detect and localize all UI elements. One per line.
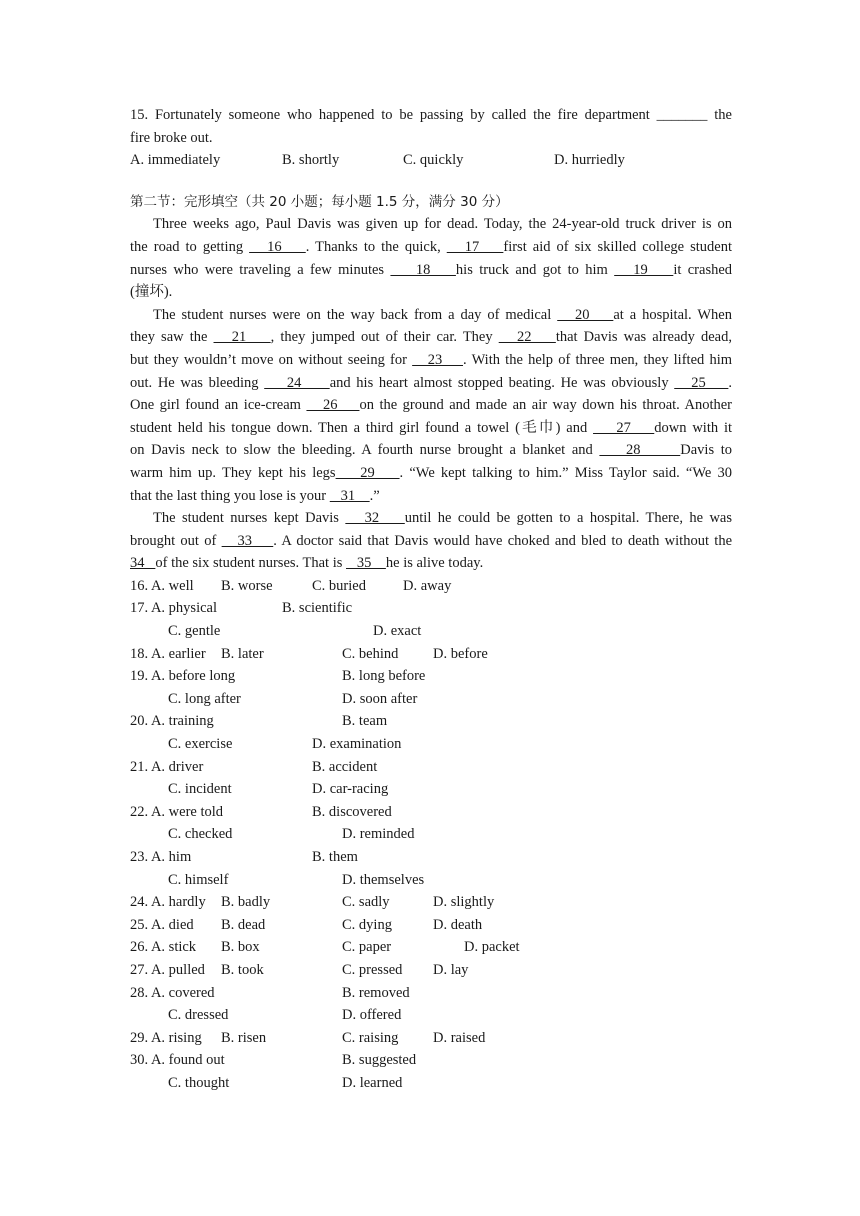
passage-paragraph-3 [130, 507, 732, 575]
blank-22: 22 [498, 329, 556, 346]
blank-28: 28 [599, 442, 681, 459]
blank-33: 33 [221, 532, 274, 549]
passage-paragraph-2 [130, 304, 732, 507]
blank-31: 31 [329, 487, 370, 504]
question-15-stem-line2: fire broke out. [130, 129, 213, 146]
question-16: 16. A. well B. worse C. buried D. away [130, 577, 452, 594]
passage-line: One girl found an ice-cream 26 on the ground and made an air way down his throat. Another [130, 397, 733, 414]
question-29: 29. A. rising B. risen C. raising D. raised [130, 1029, 486, 1046]
blank-34: 34 [130, 555, 156, 572]
passage-line: they saw the 21 , they jumped out of their car. They 22 that Davis was already dead, [130, 329, 732, 346]
question-25: 25. A. died B. dead C. dying D. death [130, 916, 483, 933]
blank-24: 24 [264, 374, 330, 391]
passage-line: student held his tongue down. Then a third girl found a towel (毛巾) and 27 down with it [130, 419, 733, 436]
passage-line: nurses who were traveling a few minutes 18 his truck and got to him 19 it crashed [130, 261, 733, 278]
question-30-cont: C. thought D. learned [168, 1074, 403, 1091]
question-28: 28. A. covered B. removed [130, 984, 410, 1001]
blank-27: 27 [593, 419, 655, 436]
question-17: 17. A. physical B. scientific [130, 600, 353, 617]
passage-line: 34 of the six student nurses. That is 35 he is alive today. [130, 555, 484, 572]
question-23-cont: C. himself D. themselves [168, 871, 425, 888]
question-21: 21. A. driver B. accident [130, 758, 378, 775]
option-a: A. immediately [130, 152, 221, 169]
blank-20: 20 [557, 306, 614, 323]
question-21-cont: C. incident D. car-racing [168, 781, 389, 798]
blank-26: 26 [306, 397, 360, 414]
blank-21: 21 [213, 329, 271, 346]
passage-line: that the last thing you lose is your 31 .” [130, 487, 380, 504]
question-19-cont: C. long after D. soon after [168, 690, 418, 707]
passage-line: The student nurses were on the way back from a day of medical 20 at a hospital. When [153, 306, 732, 323]
option-c: C. quickly [403, 152, 464, 169]
blank-23: 23 [412, 351, 464, 368]
passage-line: The student nurses kept Davis 32 until he could be gotten to a hospital. There, he was [153, 510, 733, 527]
question-26: 26. A. stick B. box C. paper D. packet [130, 939, 520, 956]
question-15 [130, 104, 732, 172]
question-28-cont: C. dressed D. offered [168, 1007, 402, 1024]
blank-32: 32 [345, 510, 405, 527]
blank-25: 25 [674, 374, 729, 391]
option-b: B. shortly [282, 152, 340, 169]
passage-line: the road to getting 16 . Thanks to the quick, 17 first aid of six skilled college student [130, 238, 732, 255]
document-page [130, 104, 732, 1095]
passage-line: brought out of 33 . A doctor said that Davis would have choked and bled to death without the [130, 532, 733, 549]
passage-line: but they wouldn’t move on without seeing for 23 . With the help of three men, they lifted him [130, 351, 733, 368]
question-15-options [130, 149, 732, 172]
question-27: 27. A. pulled B. took C. pressed D. lay [130, 961, 469, 978]
option-d: D. hurriedly [554, 152, 625, 169]
question-19: 19. A. before long B. long before [130, 668, 426, 685]
question-list [130, 575, 732, 1095]
passage-line: Three weeks ago, Paul Davis was given up for dead. Today, the 24-year-old truck driver is on [153, 216, 732, 233]
question-20: 20. A. training B. team [130, 713, 388, 730]
passage-paragraph-1 [130, 213, 732, 303]
question-30: 30. A. found out B. suggested [130, 1052, 417, 1069]
passage-line: out. He was bleeding 24 and his heart almost stopped beating. He was obviously 25 . [130, 374, 733, 391]
blank-18: 18 [390, 261, 456, 278]
question-24: 24. A. hardly B. badly C. sadly D. slightly [130, 894, 495, 911]
blank-29: 29 [335, 464, 400, 481]
section-title: 第二节：完形填空（共 20 小题；每小题 1.5 分，满分 30 分） [130, 193, 509, 210]
passage-line: on Davis neck to slow the bleeding. A fourth nurse brought a blanket and 28 Davis to [130, 442, 733, 459]
blank-35: 35 [346, 555, 386, 572]
question-20-cont: C. exercise D. examination [168, 736, 402, 753]
passage-line: warm him up. They kept his legs 29 . “We kept talking to him.” Miss Taylor said. “We 30 [130, 464, 732, 481]
blank-16: 16 [249, 238, 306, 255]
question-22-cont: C. checked D. reminded [168, 826, 415, 843]
question-17-cont: C. gentle D. exact [168, 623, 422, 640]
passage-line: (撞坏). [130, 284, 173, 301]
question-22: 22. A. were told B. discovered [130, 803, 392, 820]
blank-17: 17 [446, 238, 504, 255]
blank-19: 19 [614, 261, 674, 278]
question-15-stem-line1: 15. Fortunately someone who happened to be passing by called the fire department _______ the [130, 107, 732, 123]
question-18: 18. A. earlier B. later C. behind D. before [130, 645, 488, 662]
question-23: 23. A. him B. them [130, 849, 358, 865]
